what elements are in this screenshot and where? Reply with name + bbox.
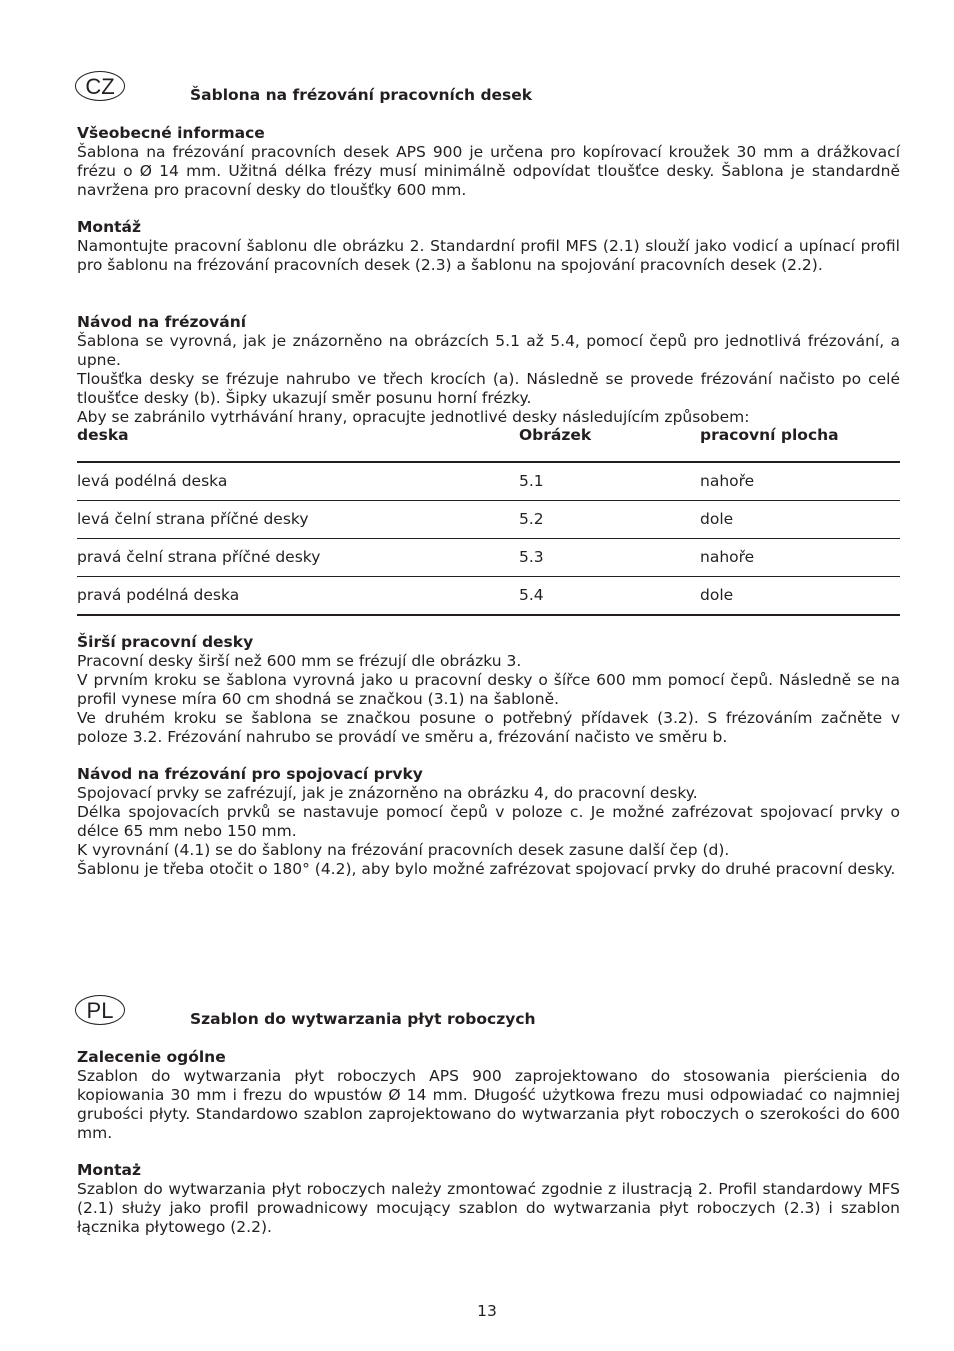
- cz-milling-guide-text-3: Aby se zabránilo vytrhávání hrany, opracujte jednotlivé desky následujícím způsobem:: [77, 408, 750, 426]
- table-cell-surface: dole: [700, 577, 900, 616]
- cz-wider-boards-text-1: Pracovní desky širší než 600 mm se frézují dle obrázku 3.: [77, 652, 522, 670]
- section-title-cz: Šablona na frézování pracovních desek: [190, 86, 533, 104]
- cz-milling-guide-heading: Návod na frézování: [77, 313, 247, 331]
- cz-connectors: [77, 765, 900, 879]
- table-header-work-surface: pracovní plocha: [700, 426, 900, 462]
- pl-general-info-heading: Zalecenie ogólne: [77, 1048, 226, 1066]
- cz-wider-boards-heading: Širší pracovní desky: [77, 633, 254, 651]
- table-cell-figure: 5.4: [519, 577, 700, 616]
- table-cell-board: pravá podélná deska: [77, 577, 519, 616]
- cz-assembly: [77, 218, 900, 275]
- cz-wider-boards-text-3: Ve druhém kroku se šablona se značkou posune o potřebný přídavek (3.2). S frézováním začněte v poloze 3.2. Frézování nahrubo se provádí ve směru a, frézování načisto ve směru b.: [77, 709, 900, 746]
- table-cell-figure: 5.2: [519, 501, 700, 539]
- table-cell-figure: 5.1: [519, 462, 700, 501]
- cz-connectors-text-4: Šablonu je třeba otočit o 180° (4.2), aby bylo možné zafrézovat spojovací prvky do druhé pracovní desky.: [77, 860, 896, 878]
- pl-assembly: [77, 1161, 900, 1237]
- table-cell-surface: nahoře: [700, 539, 900, 577]
- table-cell-surface: nahoře: [700, 462, 900, 501]
- cz-milling-guide-text-2: Tloušťka desky se frézuje nahrubo ve třech krocích (a). Následně se provede frézování načisto po celé tloušťce desky (b). Šipky ukazují směr posunu horní frézky.: [77, 370, 900, 407]
- table-cell-board: pravá čelní strana příčné desky: [77, 539, 519, 577]
- cz-milling-guide-text-1: Šablona se vyrovná, jak je znázorněno na obrázcích 5.1 až 5.4, pomocí čepů pro jednotlivá frézování, a upne.: [77, 332, 900, 369]
- board-table: [77, 426, 900, 616]
- cz-milling-guide: [77, 313, 900, 427]
- pl-general-info-text: Szablon do wytwarzania płyt roboczych APS 900 zaprojektowano do stosowania pierścienia do kopiowania 30 mm i frezu do wpustów Ø 14 mm. Długość użytkowa frezu musi odpowiadać co najmniej grubości płyty. Standardowo szablon zaprojektowano do wytwarzania płyt roboczych o szerokości do 600 mm.: [77, 1067, 900, 1142]
- table-row: [77, 539, 900, 577]
- table-header-board: deska: [77, 426, 519, 462]
- cz-connectors-text-2: Délka spojovacích prvků se nastavuje pomocí čepů v poloze c. Je možné zafrézovat spojovací prvky o délce 65 mm nebo 150 mm.: [77, 803, 900, 840]
- table-cell-board: levá podélná deska: [77, 462, 519, 501]
- table-cell-board: levá čelní strana příčné desky: [77, 501, 519, 539]
- language-badge-pl: PL: [75, 995, 125, 1025]
- cz-general-info: [77, 124, 900, 200]
- table-header-figure: Obrázek: [519, 426, 700, 462]
- cz-connectors-text-1: Spojovací prvky se zafrézují, jak je znázorněno na obrázku 4, do pracovní desky.: [77, 784, 698, 802]
- cz-connectors-heading: Návod na frézování pro spojovací prvky: [77, 765, 423, 783]
- cz-assembly-text: Namontujte pracovní šablonu dle obrázku 2. Standardní profil MFS (2.1) slouží jako vodicí a upínací profil pro šablonu na frézování pracovních desek (2.3) a šablonu na spojování pracovních desek (2.2).: [77, 237, 900, 274]
- language-badge-cz: CZ: [75, 71, 125, 101]
- pl-assembly-heading: Montaż: [77, 1161, 141, 1179]
- page-number: 13: [477, 1302, 497, 1320]
- section-title-pl: Szablon do wytwarzania płyt roboczych: [190, 1010, 536, 1028]
- cz-wider-boards: [77, 633, 900, 747]
- pl-general-info: [77, 1048, 900, 1143]
- cz-general-info-text: Šablona na frézování pracovních desek APS 900 je určena pro kopírovací kroužek 30 mm a drážkovací frézu o Ø 14 mm. Užitná délka frézy musí minimálně odpovídat tloušťce desky. Šablona je standardně navržena pro pracovní desky do tloušťky 600 mm.: [77, 143, 900, 199]
- pl-assembly-text: Szablon do wytwarzania płyt roboczych należy zmontować zgodnie z ilustracją 2. Profil standardowy MFS (2.1) służy jako profil prowadnicowy mocujący szablon do wytwarzania płyt roboczych (2.3) i szablon łącznika płytowego (2.2).: [77, 1180, 900, 1236]
- table-row: [77, 577, 900, 616]
- table-header-row: [77, 426, 900, 462]
- table-row: [77, 462, 900, 501]
- cz-assembly-heading: Montáž: [77, 218, 141, 236]
- table-cell-figure: 5.3: [519, 539, 700, 577]
- cz-general-info-heading: Všeobecné informace: [77, 124, 265, 142]
- table-row: [77, 501, 900, 539]
- table-cell-surface: dole: [700, 501, 900, 539]
- cz-wider-boards-text-2: V prvním kroku se šablona vyrovná jako u pracovní desky o šířce 600 mm pomocí čepů. Následně se na profil vynese míra 60 cm shodná se značkou (3.1) na šabloně.: [77, 671, 900, 708]
- cz-connectors-text-3: K vyrovnání (4.1) se do šablony na frézování pracovních desek zasune další čep (d).: [77, 841, 730, 859]
